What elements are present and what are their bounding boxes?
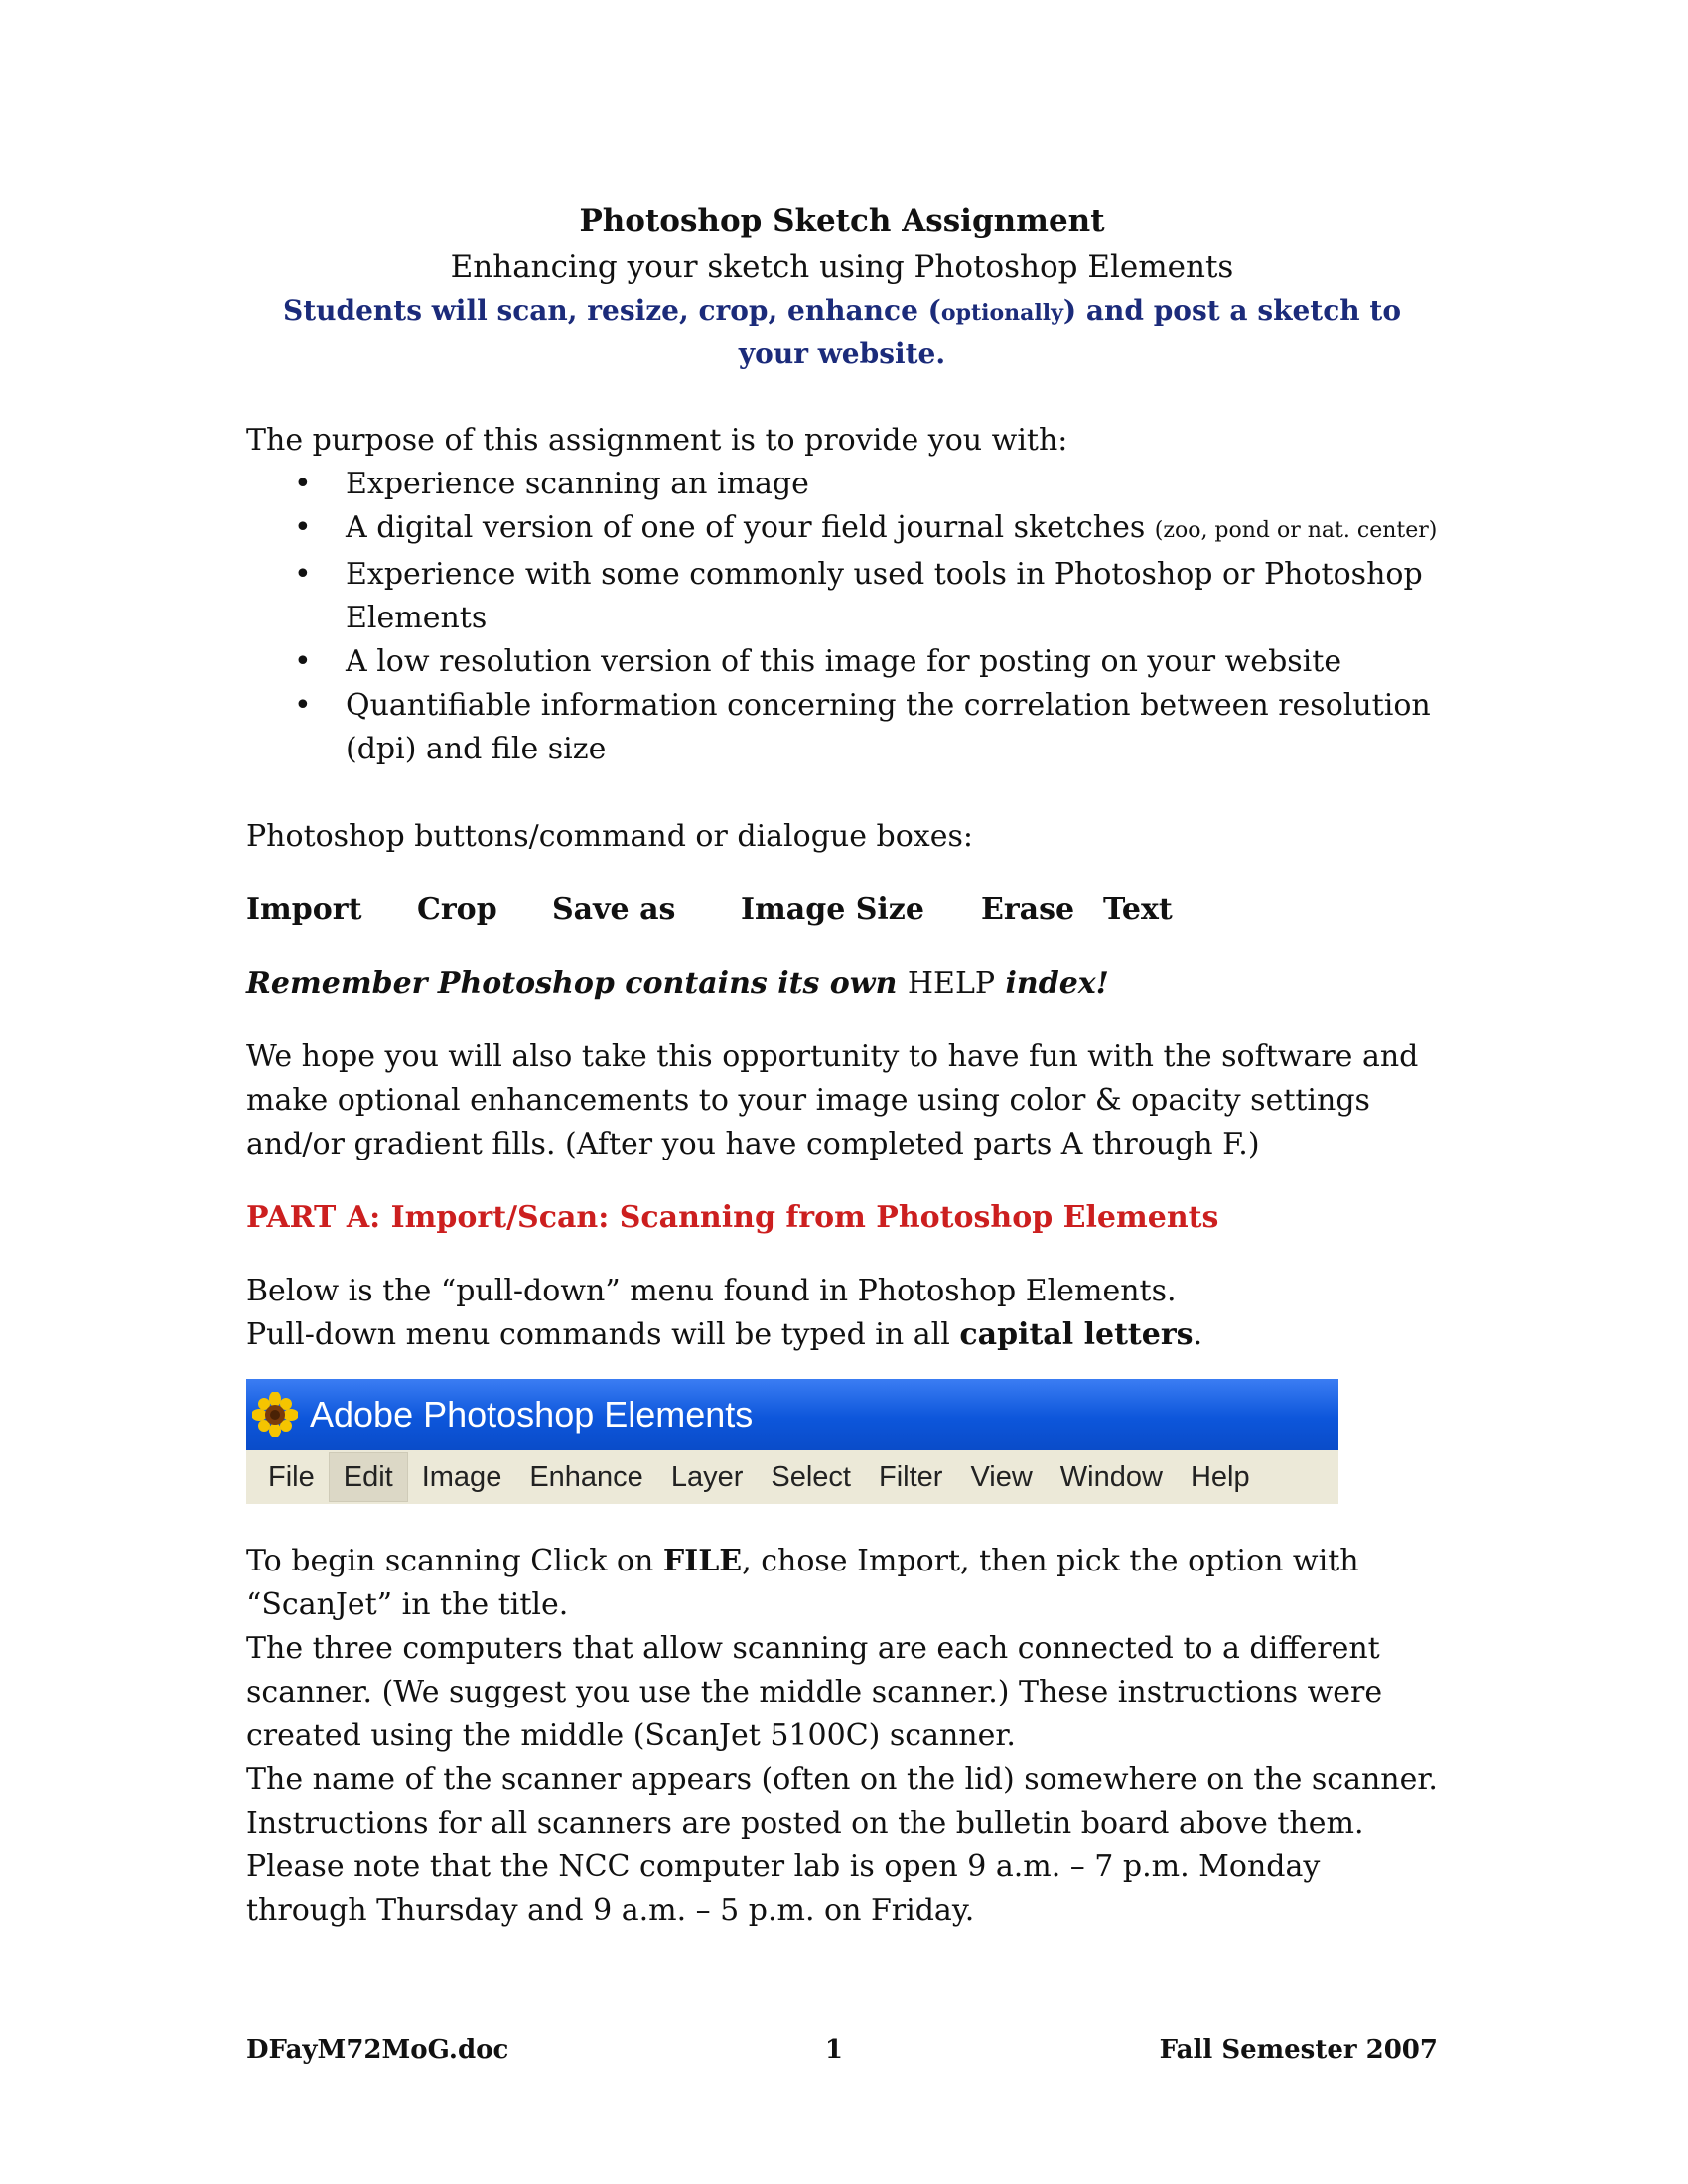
menu-image[interactable]: Image (421, 1461, 502, 1493)
footer-filename: DFayM72MoG.doc (246, 2035, 509, 2065)
bullet-text: Experience scanning an image (346, 467, 809, 501)
bullet-text: A low resolution version of this image for posting on your website (346, 644, 1342, 679)
part-a-title1: Import/Scan (390, 1200, 599, 1235)
document-subtitle: Enhancing your sketch using Photoshop Elements (450, 249, 1234, 285)
bullet-text: A digital version of one of your field journal sketches (346, 510, 1146, 545)
part-a-colon2: : (598, 1200, 620, 1235)
command-image-size: Image Size (741, 892, 924, 927)
hours-paragraph: Please note that the NCC computer lab is open 9 a.m. – 7 p.m. Monday through Thursday and 9 a.m. – 5 p.m. on Friday. (246, 1849, 1321, 1928)
menu-help[interactable]: Help (1190, 1461, 1250, 1493)
list-item (294, 463, 1438, 506)
bullet-text: Quantifiable information concerning the correlation between resolution (dpi) and file size (346, 688, 1431, 766)
command-text: Text (1103, 892, 1173, 927)
bullet-icon: • (294, 467, 312, 501)
help-note-part1: Remember Photoshop contains its own (246, 966, 908, 1001)
begin-instructions (246, 1540, 1438, 1627)
menu-line2-bold: capital letters (959, 1317, 1194, 1352)
bullet-icon: • (294, 510, 312, 545)
list-item (294, 684, 1438, 771)
begin-end: , chose Import, then pick the option with “ScanJet” in the title. (246, 1544, 1359, 1622)
menu-line2-start: Pull-down menu commands will be typed in all (246, 1317, 960, 1352)
menu-line2-end: . (1193, 1317, 1203, 1352)
begin-start: To begin scanning Click on (246, 1544, 663, 1578)
bullet-icon: • (294, 688, 312, 723)
menu-line2 (246, 1313, 1438, 1357)
app-screenshot (246, 1379, 1338, 1504)
help-note-part3: index! (995, 966, 1109, 1001)
command-crop: Crop (417, 892, 497, 927)
part-a-heading (246, 1196, 1438, 1240)
menu-window[interactable]: Window (1059, 1461, 1163, 1493)
bullet-icon: • (294, 644, 312, 679)
footer-semester: Fall Semester 2007 (1159, 2035, 1438, 2065)
app-titlebar (246, 1379, 1338, 1450)
scanner-name-paragraph: The name of the scanner appears (often on the lid) somewhere on the scanner. (246, 1762, 1438, 1797)
bulletin-paragraph: Instructions for all scanners are posted on the bulletin board above them. (246, 1806, 1364, 1841)
command-import: Import (246, 892, 362, 927)
tagline-start: Students will scan, resize, crop, enhance ( (283, 294, 941, 327)
sunflower-icon (252, 1392, 298, 1437)
tagline-small: optionally (940, 300, 1063, 326)
menu-line1: Below is the “pull-down” menu found in Photoshop Elements. (246, 1274, 1177, 1308)
document-tagline (246, 290, 1438, 375)
page-footer (246, 2035, 1438, 2065)
menu-layer[interactable]: Layer (670, 1461, 744, 1493)
purpose-intro: The purpose of this assignment is to provide you with: (246, 423, 1068, 458)
bullet-note: (zoo, pond or nat. center) (1154, 518, 1438, 543)
menu-file[interactable]: File (268, 1461, 315, 1493)
part-a-title2: Scanning from Photoshop Elements (619, 1200, 1219, 1235)
purpose-list (246, 463, 1438, 771)
begin-bold: FILE (662, 1544, 743, 1578)
menu-edit[interactable]: Edit (329, 1452, 408, 1502)
menu-select[interactable]: Select (771, 1461, 851, 1493)
list-item (294, 553, 1438, 640)
computers-paragraph: The three computers that allow scanning are each connected to a different scanner. (We suggest you use the middle scanner.) These instructions were created using the middle (ScanJet 5100C) scanner. (246, 1631, 1383, 1753)
part-a-colon1: : (369, 1200, 391, 1235)
document-body (246, 199, 1438, 1933)
command-save-as: Save as (552, 892, 676, 927)
app-menubar (246, 1450, 1338, 1504)
menu-filter[interactable]: Filter (878, 1461, 943, 1493)
enhance-paragraph: We hope you will also take this opportunity to have fun with the software and make optional enhancements to your image using color & opacity settings and/or gradient fills. (After you have completed parts A through F.) (246, 1039, 1419, 1161)
help-note (246, 962, 1438, 1006)
part-a-label: PART A (246, 1200, 370, 1235)
menu-view[interactable]: View (970, 1461, 1033, 1493)
help-note-part2: HELP (907, 966, 996, 1001)
footer-page-number: 1 (824, 2035, 844, 2065)
tagline-end: ) and post a sketch to your website. (738, 294, 1401, 370)
bullet-text: Experience with some commonly used tools in Photoshop or Photoshop Elements (346, 557, 1423, 635)
app-window-title: Adobe Photoshop Elements (310, 1394, 754, 1434)
menu-enhance[interactable]: Enhance (529, 1461, 643, 1493)
list-item (294, 506, 1438, 553)
bullet-icon: • (294, 557, 312, 592)
list-item (294, 640, 1438, 684)
commands-row (246, 888, 1438, 932)
command-erase: Erase (981, 892, 1075, 927)
commands-intro: Photoshop buttons/command or dialogue boxes: (246, 819, 973, 854)
document-title: Photoshop Sketch Assignment (579, 204, 1105, 239)
